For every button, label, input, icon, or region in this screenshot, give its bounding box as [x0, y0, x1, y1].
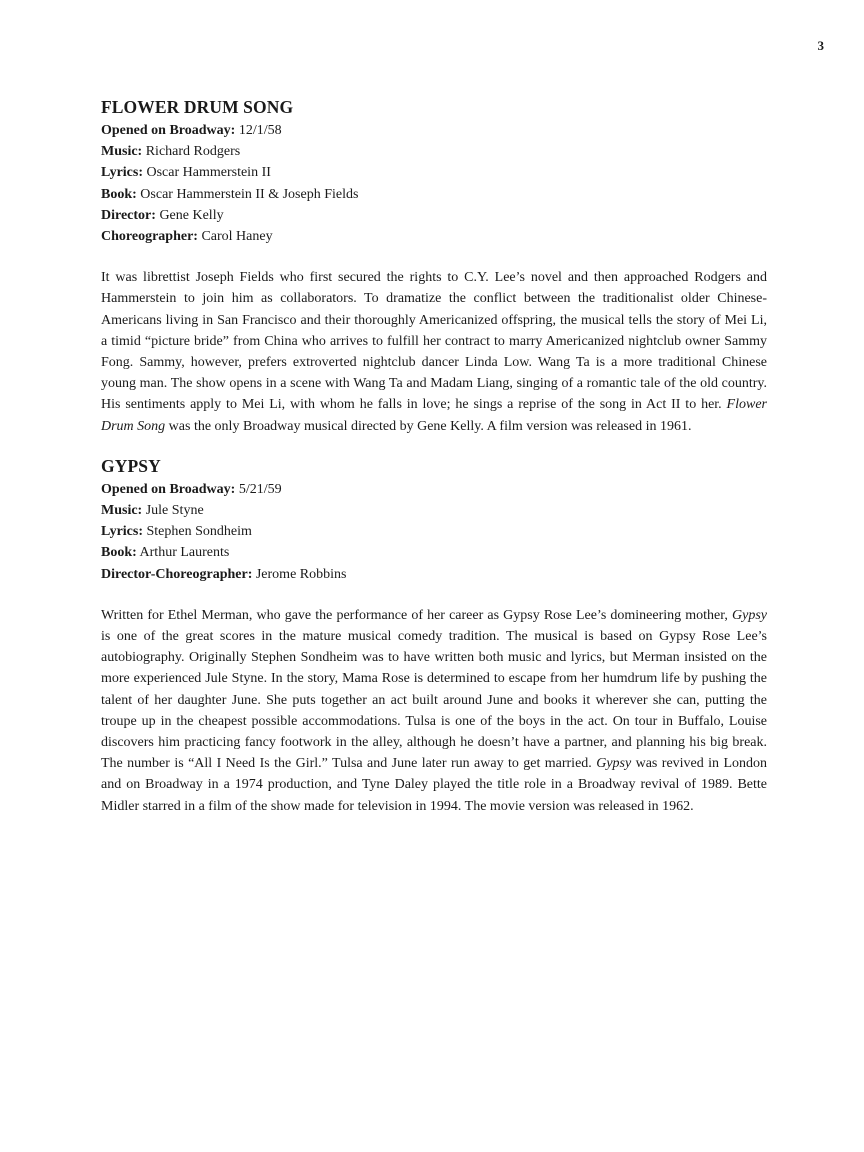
- credit-value: 12/1/58: [238, 123, 282, 138]
- description-text: Written for Ethel Merman, who gave the performance of her career as Gypsy Rose Lee’s domineering mother,: [101, 607, 732, 623]
- credit-value: 5/21/59: [238, 481, 282, 497]
- section-description: [101, 267, 767, 437]
- credit-line: [101, 120, 767, 141]
- credit-label: Opened on Broadway:: [101, 123, 236, 138]
- show-title-italic: Flower Drum Song: [101, 397, 767, 434]
- credit-label: Music:: [101, 144, 143, 160]
- credit-value: Gene Kelly: [159, 207, 224, 223]
- credit-label: Music:: [101, 503, 143, 519]
- credit-line: [101, 184, 767, 205]
- credit-label: Director-Choreographer:: [101, 566, 253, 582]
- credit-label: Book:: [101, 186, 137, 202]
- section-gypsy: [101, 455, 767, 817]
- show-title-italic: Gypsy: [596, 756, 632, 772]
- section-description: [101, 605, 767, 817]
- credit-line: [101, 542, 767, 563]
- credit-line: [101, 479, 767, 500]
- description-text: was the only Broadway musical directed by Gene Kelly. A film version was released in 1961.: [165, 418, 692, 434]
- page-number: 3: [817, 38, 824, 53]
- credit-line: [101, 226, 767, 247]
- credit-line: [101, 564, 767, 585]
- credit-line: [101, 205, 767, 226]
- credit-value: Arthur Laurents: [139, 545, 230, 561]
- credit-label: Choreographer:: [101, 229, 198, 245]
- credit-label: Director:: [101, 207, 156, 223]
- description-text: is one of the great scores in the mature musical comedy tradition. The musical is based on Gypsy Rose Lee’s autobiography. Originally Stephen Sondheim was to have written both music and lyrics, but Merman insisted on the more experienced Jule Styne. In the story, Mama Rose is determined to escape from her humdrum life by pushing the talent of her daughter June. She puts together an act built around June and books it wherever she can, putting the troupe up in the cheapest possible accommodations. Tulsa is one of the boys in the act. On tour in Buffalo, Louise discovers him practicing fancy footwork in the alley, although he doesn’t have a partner, and planning his big break. The number is “All I Need Is the Girl.” Tulsa and June later run away to get married.: [101, 629, 767, 772]
- credit-line: [101, 162, 767, 183]
- description-text: was revived in London and on Broadway in a 1974 production, and Tyne Daley played the title role in a Broadway revival of 1989. Bette Midler starred in a film of the show made for television in 1994. The movie version was released in 1962.: [101, 756, 767, 814]
- credit-value: Jule Styne: [145, 503, 204, 519]
- section-flower-drum-song: [101, 96, 767, 437]
- section-title: FLOWER DRUM SONG: [101, 97, 294, 117]
- credit-line: [101, 500, 767, 521]
- credit-label: Opened on Broadway:: [101, 481, 236, 497]
- credit-line: [101, 521, 767, 542]
- credit-value: Carol Haney: [201, 229, 273, 245]
- section-title: GYPSY: [101, 455, 161, 476]
- credit-label: Lyrics:: [101, 165, 143, 181]
- credit-value: Oscar Hammerstein II: [146, 165, 271, 181]
- credit-value: Stephen Sondheim: [146, 524, 252, 540]
- credit-label: Book:: [101, 545, 137, 561]
- page-content: [101, 96, 767, 817]
- credit-value: Jerome Robbins: [255, 566, 347, 582]
- credit-value: Richard Rodgers: [145, 144, 241, 160]
- description-text: It was librettist Joseph Fields who first secured the rights to C.Y. Lee’s novel and then approached Rodgers and Hammerstein to join him as collaborators. To dramatize the conflict between the traditionalist older Chinese-Americans living in San Francisco and their thoroughly Americanized offspring, the musical tells the story of Mei Li, a timid “picture bride” from China who arrives to fulfill her contract to marry Americanized nightclub owner Sammy Fong. Sammy, however, prefers extroverted nightclub dancer Linda Low. Wang Ta is a more traditional Chinese young man. The show opens in a scene with Wang Ta and Madam Liang, singing of a romantic tale of the old country. His sentiments apply to Mei Li, with whom he falls in love; he sings a reprise of the song in Act II to her.: [101, 270, 767, 413]
- credits-list: [101, 479, 767, 585]
- show-title-italic: Gypsy: [732, 607, 767, 623]
- credits-list: [101, 120, 767, 247]
- credit-value: Oscar Hammerstein II & Joseph Fields: [140, 186, 359, 202]
- credit-line: [101, 141, 767, 162]
- credit-label: Lyrics:: [101, 524, 143, 540]
